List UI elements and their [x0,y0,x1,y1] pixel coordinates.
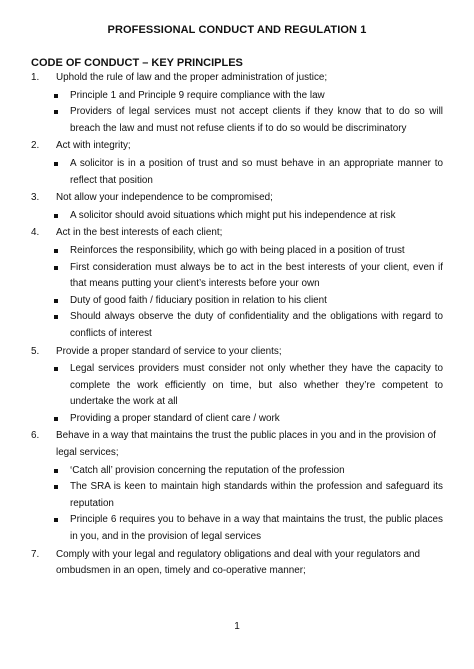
principle-text: Act with integrity; [56,140,131,152]
sub-point [31,243,443,260]
principle-text: Comply with your legal and regulatory obligations and deal with your regulators and ombudsmen in an open, timely and co-operative manner; [56,548,420,577]
sub-point [31,463,443,480]
sub-point-text: Legal services providers must consider not only whether they have the capacity to complete the work efficiently on time, but also whether they’re competent to undertake the work at all [70,363,443,408]
sub-point-text: First consideration must always be to act in the best interests of your client, even if that means putting your client’s interests before your own [70,261,443,290]
principle-item [31,547,443,580]
principle-item [31,190,443,207]
square-bullet-icon [54,518,58,522]
principle-item [31,344,443,361]
principle-text: Provide a proper standard of service to your clients; [56,345,282,357]
square-bullet-icon [54,94,58,98]
sub-point [31,208,443,225]
principle-number: 7. [31,548,40,560]
square-bullet-icon [54,485,58,489]
sub-point [31,156,443,189]
sub-point [31,88,443,105]
sub-point-list [31,88,443,138]
principle-item [31,428,443,461]
principle-number: 3. [31,192,40,204]
page-number: 1 [234,621,240,632]
sub-point-text: ‘Catch all’ provision concerning the reputation of the profession [70,464,345,476]
principle-number: 6. [31,430,40,442]
sub-point-text: The SRA is keen to maintain high standards within the profession and safeguard its reputation [70,481,443,509]
sub-point-text: Providers of legal services must not accept clients if they know that to do so will breach the law and must not refuse clients if to do so would be discriminatory [70,106,443,134]
principle-item [31,70,443,87]
square-bullet-icon [54,417,58,421]
sub-point-list [31,361,443,427]
square-bullet-icon [54,110,58,114]
sub-point [31,411,443,428]
sub-point-text: A solicitor should avoid situations which might put his independence at risk [70,209,396,221]
section-heading: CODE OF CONDUCT – KEY PRINCIPLES [31,57,243,69]
sub-point [31,104,443,137]
document-title: PROFESSIONAL CONDUCT AND REGULATION 1 [107,24,367,36]
principle-item [31,225,443,242]
sub-point-list [31,156,443,189]
sub-point-text: Principle 1 and Principle 9 require compliance with the law [70,89,325,101]
square-bullet-icon [54,315,58,319]
square-bullet-icon [54,367,58,371]
sub-point-list [31,208,443,225]
principles-list [31,70,443,580]
sub-point-text: Reinforces the responsibility, which go with being placed in a position of trust [70,244,405,256]
principle-text: Behave in a way that maintains the trust the public places in you and in the provision of legal services; [56,430,436,459]
square-bullet-icon [54,162,58,166]
principle-text: Act in the best interests of each client; [56,227,223,239]
square-bullet-icon [54,469,58,473]
sub-point [31,293,443,310]
principle-number: 2. [31,140,40,152]
principle-text: Not allow your independence to be compromised; [56,192,273,204]
sub-point [31,479,443,512]
sub-point-text: Duty of good faith / fiduciary position in relation to his client [70,294,327,306]
sub-point [31,512,443,545]
sub-point-text: Providing a proper standard of client care / work [70,412,280,424]
sub-point [31,309,443,342]
principle-text: Uphold the rule of law and the proper administration of justice; [56,72,328,83]
principle-number: 4. [31,227,40,239]
principle-number: 5. [31,345,40,357]
sub-point-list [31,243,443,343]
square-bullet-icon [54,249,58,253]
sub-point [31,361,443,411]
sub-point-list [31,463,443,546]
square-bullet-icon [54,299,58,303]
square-bullet-icon [54,266,58,270]
sub-point-text: Principle 6 requires you to behave in a way that maintains the trust, the public places in you, and in the provision of legal services [70,514,443,543]
sub-point-text: A solicitor is in a position of trust and so must behave in an appropriate manner to reflect that position [70,157,443,186]
principle-number: 1. [31,72,40,83]
square-bullet-icon [54,214,58,218]
sub-point [31,260,443,293]
sub-point-text: Should always observe the duty of confidentiality and the obligations with regard to conflicts of interest [70,311,443,339]
principle-item [31,138,443,155]
